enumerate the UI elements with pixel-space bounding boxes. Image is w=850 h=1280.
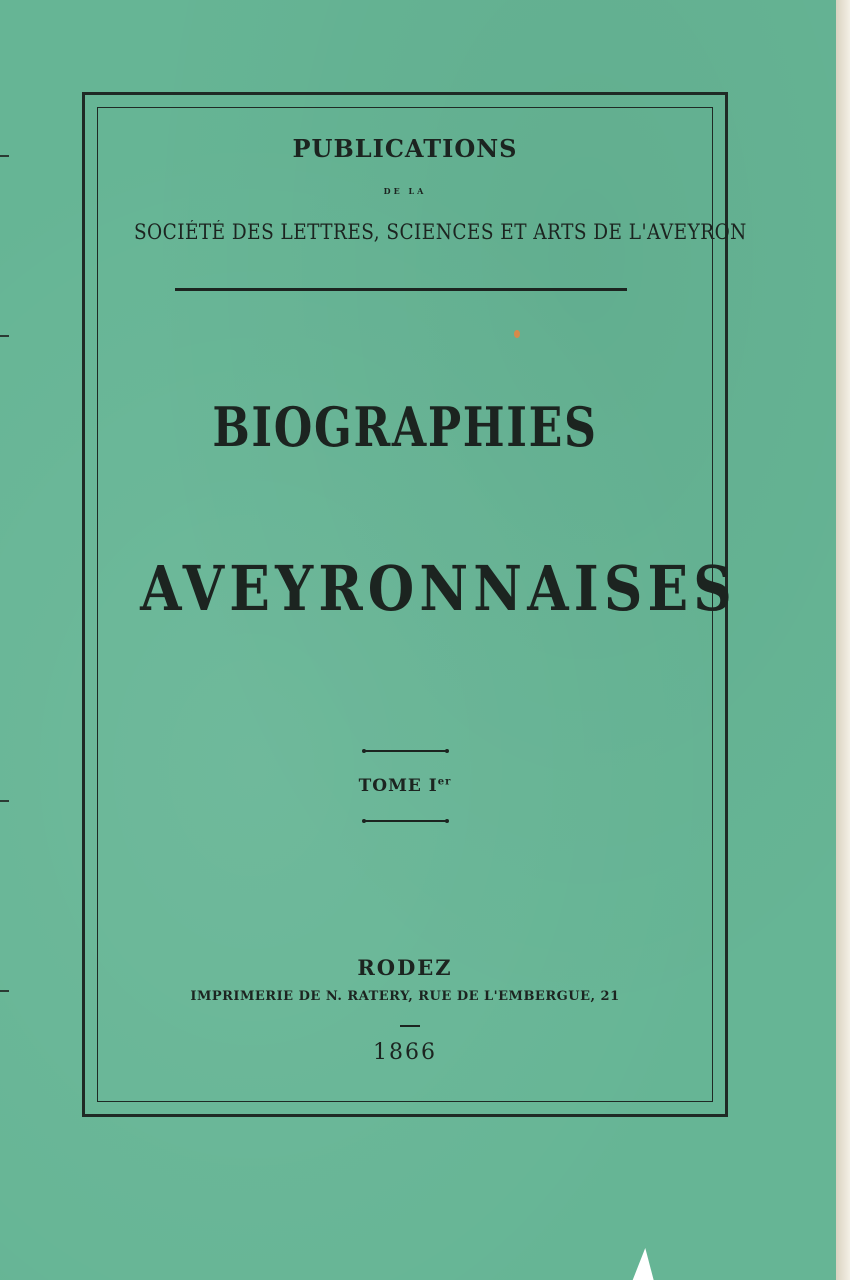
binding-mark [0, 155, 9, 157]
volume-label [97, 776, 713, 796]
publications-heading: PUBLICATIONS [292, 134, 518, 163]
volume-suffix: er [437, 776, 452, 788]
divider-rule [175, 288, 627, 291]
title-line-1: BIOGRAPHIES [212, 395, 598, 459]
binding-mark [0, 335, 9, 337]
page-edge [836, 0, 850, 1280]
ornamental-rule-bottom [364, 820, 447, 822]
volume-number: TOME I [358, 776, 438, 796]
publication-year: 1866 [373, 1040, 437, 1065]
city-name: RODEZ [357, 955, 453, 980]
binding-mark [0, 800, 9, 802]
de-la-text: DE LA [383, 186, 427, 196]
title-line-2: AVEYRONNAISES [140, 552, 737, 625]
binding-mark [0, 990, 9, 992]
ornamental-rule-top [364, 750, 447, 752]
society-name: SOCIÉTÉ DES LETTRES, SCIENCES ET ARTS DE L'AVEYRON [133, 220, 747, 244]
small-divider [400, 1025, 420, 1027]
printer-line: IMPRIMERIE DE N. RATERY, RUE DE L'EMBERGUE, 21 [190, 989, 620, 1004]
